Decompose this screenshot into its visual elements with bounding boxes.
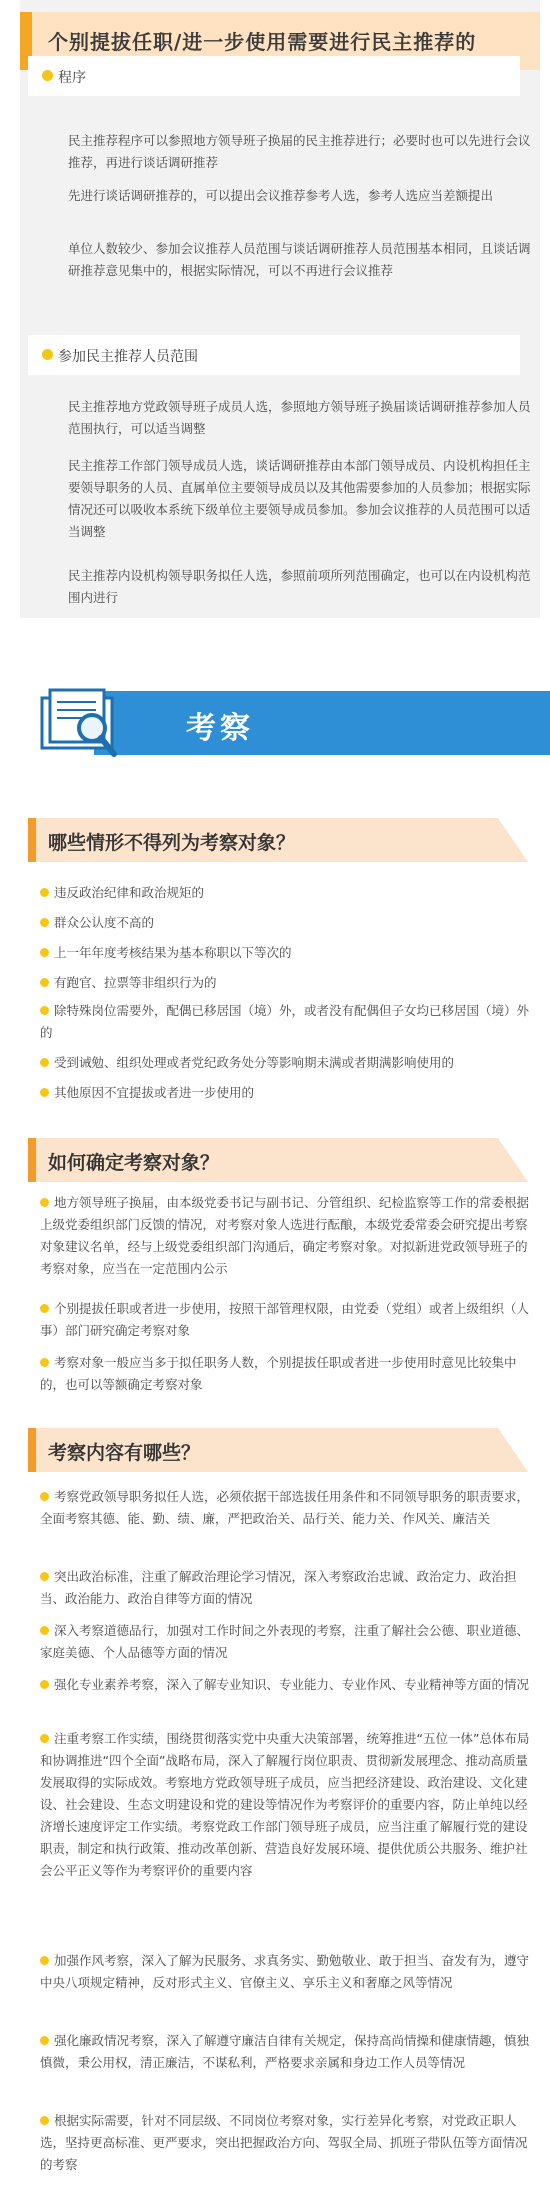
bullet-dot-icon: [40, 1006, 49, 1015]
header-corner-decoration: [498, 818, 528, 862]
header-accent-bar: [28, 818, 36, 862]
list-item: 个别提拔任职或者进一步使用，按照干部管理权限，由党委（党组）或者上级组织（人事）部门研究确定考察对象: [40, 1301, 530, 1338]
header-corner-decoration: [498, 1138, 528, 1182]
bullet-dot-icon: [40, 948, 49, 957]
bullet-dot-icon: [40, 1492, 49, 1501]
bullet-dot-icon: [40, 1626, 49, 1635]
bullet-dot-icon: [40, 2116, 49, 2125]
subsection-label: 参加民主推荐人员范围: [58, 349, 198, 365]
paragraph: 民主推荐地方党政领导班子成员人选，参照地方领导班子换届谈话调研推荐参加人员范围执行，可以适当调整: [68, 399, 531, 436]
subsection-header-procedure: [28, 56, 520, 96]
list-item: 强化廉政情况考察，深入了解遵守廉洁自律有关规定，保持高尚情操和健康情趣，慎独慎微，秉公用权，清正廉洁，不谋私利，严格要求亲属和身边工作人员等情况: [40, 2033, 530, 2070]
paragraph: 民主推荐内设机构领导职务拟任人选，参照前项所列范围确定，也可以在内设机构范围内进行: [68, 568, 531, 605]
header-corner-decoration: [498, 1428, 528, 1472]
bullet-dot-icon: [42, 349, 53, 360]
list-item: 深入考察道德品行，加强对工作时间之外表现的考察，注重了解社会公德、职业道德、家庭美德、个人品德等方面的情况: [40, 1623, 530, 1660]
subsection-header-participants: [28, 335, 520, 375]
subsection-label: 程序: [58, 70, 86, 86]
bullet-dot-icon: [40, 1198, 49, 1207]
list-item: 突出政治标准，注重了解政治理论学习情况，深入考察政治忠诚、政治定力、政治担当、政治能力、政治自律等方面的情况: [40, 1569, 517, 1606]
bullet-dot-icon: [40, 978, 49, 987]
bullet-dot-icon: [40, 888, 49, 897]
paragraph: 民主推荐程序可以参照地方领导班子换届的民主推荐进行；必要时也可以先进行会议推荐，再进行谈话调研推荐: [68, 133, 531, 170]
bullet-dot-icon: [40, 1956, 49, 1965]
bullet-dot-icon: [40, 1058, 49, 1067]
paragraph: 先进行谈话调研推荐的，可以提出会议推荐参考人选，参考人选应当差额提出: [68, 188, 494, 203]
bullet-dot-icon: [40, 1088, 49, 1097]
section-header-content: [28, 1428, 528, 1472]
bullet-dot-icon: [40, 1680, 49, 1689]
list-item: 注重考察工作实绩，围绕贯彻落实党中央重大决策部署，统筹推进“五位一体”总体布局和协调推进“四个全面”战略布局，深入了解履行岗位职责、贯彻新发展理念、推动高质量发展取得的实际成效。考察地方党政领导班子成员，应当把经济建设、政治建设、文化建设、社会建设、生态文明建设和党的建设等情况作为考察评价的重要内容，防止单纯以经济增长速度评定工作实绩。考察党政工作部门领导班子成员，应当注重了解履行党的建设职责，制定和执行政策、推动改革创新、营造良好发展环境、提供优质公共服务、维护社会公平正义等作为考察评价的重要内容: [40, 1731, 530, 1878]
list-item: 违反政治纪律和政治规矩的: [40, 882, 530, 904]
list-item: 群众公认度不高的: [40, 912, 530, 934]
list-item: 受到诫勉、组织处理或者党纪政务处分等影响期未满或者期满影响使用的: [40, 1052, 530, 1074]
paragraph: 民主推荐工作部门领导成员人选，谈话调研推荐由本部门领导成员、内设机构担任主要领导职务的人员、直属单位主要领导成员以及其他需要参加的人员参加；根据实际情况还可以吸收本系统下级单位主要领导成员参加。参加会议推荐的人员范围可以适当调整: [68, 458, 531, 539]
section-title: 如何确定考察对象？: [48, 1152, 220, 1174]
bullet-dot-icon: [40, 918, 49, 927]
bullet-dot-icon: [40, 1304, 49, 1313]
bullet-dot-icon: [40, 1572, 49, 1581]
section-header-determination: [28, 1138, 528, 1182]
list-item: 上一年年度考核结果为基本称职以下等次的: [40, 942, 530, 964]
list-item: 地方领导班子换届，由本级党委书记与副书记、分管组织、纪检监察等工作的常委根据上级党委组织部门反馈的情况，对考察对象人选进行酝酿，本级党委常委会研究提出考察对象建议名单，经与上级党委组织部门沟通后，确定考察对象。对拟新进党政领导班子的考察对象，应当在一定范围内公示: [40, 1195, 530, 1276]
list-item: 其他原因不宜提拔或者进一步使用的: [40, 1082, 530, 1104]
section-title: 哪些情形不得列为考察对象？: [48, 832, 296, 854]
list-item: 有跑官、拉票等非组织行为的: [40, 972, 530, 994]
banner-title: 考察: [186, 711, 254, 746]
list-item: 考察对象一般应当多于拟任职务人数，个别提拔任职或者进一步使用时意见比较集中的，也可以等额确定考察对象: [40, 1355, 517, 1392]
list-item: 考察党政领导职务拟任人选，必须依据干部选拔任用条件和不同领导职务的职责要求，全面考察其德、能、勤、绩、廉，严把政治关、品行关、能力关、作风关、廉洁关: [40, 1489, 530, 1526]
list-item: 根据实际需要，针对不同层级、不同岗位考察对象，实行差异化考察，对党政正职人选，坚持更高标准、更严要求，突出把握政治方向、驾驭全局、抓班子带队伍等方面情况的考察: [40, 2113, 528, 2172]
header-accent-bar: [28, 1428, 36, 1472]
section-title: 个别提拔任职/进一步使用需要进行民主推荐的: [48, 30, 477, 54]
section-title: 考察内容有哪些？: [48, 1442, 201, 1464]
inspection-banner: [0, 684, 550, 759]
section-header-exclusions: [28, 818, 528, 862]
header-accent-bar: [28, 1138, 36, 1182]
banner-background: [94, 691, 550, 755]
list-item: 强化专业素养考察，深入了解专业知识、专业能力、专业作风、专业精神等方面的情况: [40, 1674, 530, 1696]
book-magnifier-icon: [34, 684, 144, 759]
list-item: 除特殊岗位需要外，配偶已移居国（境）外，或者没有配偶但子女均已移居国（境）外的: [40, 1003, 530, 1040]
list-item: 加强作风考察，深入了解为民服务、求真务实、勤勉敬业、敢于担当、奋发有为，遵守中央八项规定精神，反对形式主义、官僚主义、享乐主义和奢靡之风等情况: [40, 1953, 530, 1990]
bullet-dot-icon: [42, 70, 53, 81]
paragraph: 单位人数较少、参加会议推荐人员范围与谈话调研推荐人员范围基本相同，且谈话调研推荐意见集中的，根据实际情况，可以不再进行会议推荐: [68, 241, 531, 278]
bullet-dot-icon: [40, 1734, 49, 1743]
bullet-dot-icon: [40, 1358, 49, 1367]
bullet-dot-icon: [40, 2036, 49, 2045]
